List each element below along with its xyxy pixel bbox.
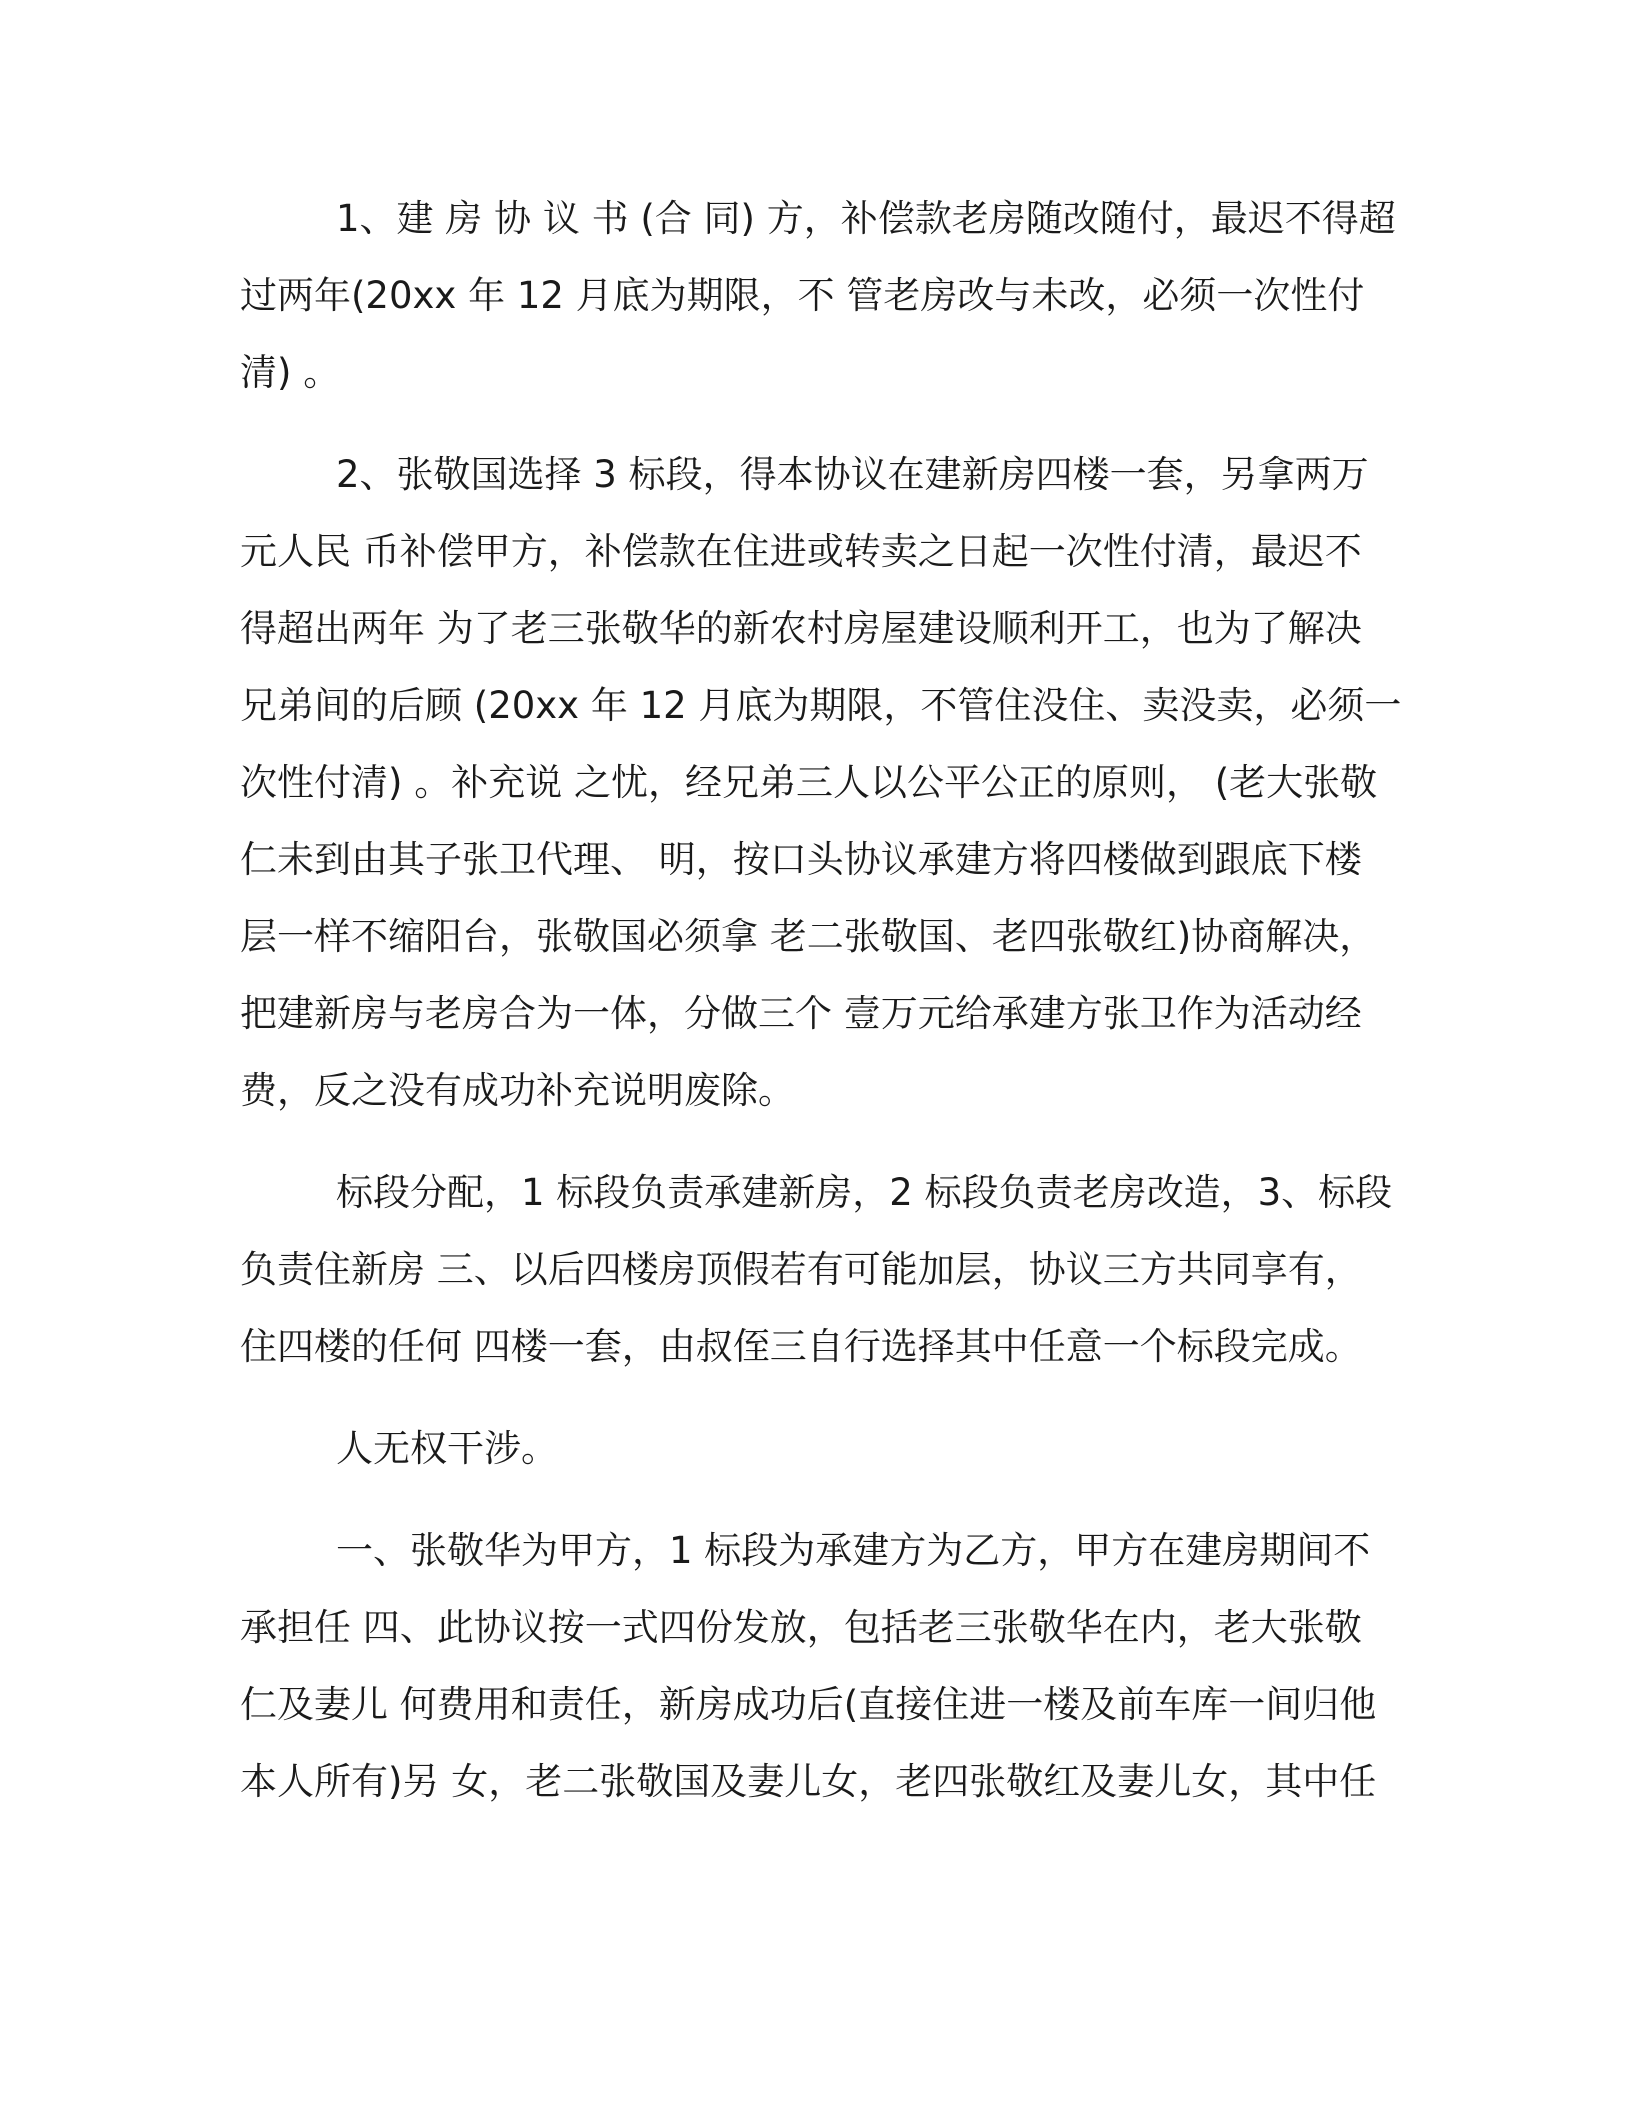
paragraph-5 [240,1512,1400,1820]
paragraph-4 [240,1410,1400,1487]
paragraph-line: 标段分配，1 标段负责承建新房，2 标段负责老房改造，3、标段 [336,1171,1393,1214]
paragraph-1 [240,180,1400,411]
paragraph-line: 1、建 房 协 议 书 (合 同) 方，补偿款老房随改随付，最迟不得超 [336,197,1396,240]
paragraph-line: 元人民 币补偿甲方，补偿款在住进或转卖之日起一次性付清，最迟不 [240,530,1362,573]
paragraph-line: 清) 。 [240,351,341,394]
paragraph-2 [240,436,1400,1129]
paragraph-line: 次性付清) 。补充说 之忧，经兄弟三人以公平公正的原则， (老大张敬 [240,761,1378,804]
paragraph-line: 人无权干涉。 [336,1427,558,1470]
paragraph-line: 仁及妻儿 何费用和责任，新房成功后(直接住进一楼及前车库一间归他 [240,1683,1377,1726]
paragraph-line: 负责住新房 三、以后四楼房顶假若有可能加层，协议三方共同享有， [240,1248,1362,1291]
paragraph-line: 住四楼的任何 四楼一套，由叔侄三自行选择其中任意一个标段完成。 [240,1325,1362,1368]
paragraph-line: 一、张敬华为甲方，1 标段为承建方为乙方，甲方在建房期间不 [336,1529,1371,1572]
paragraph-line: 兄弟间的后顾 (20xx 年 12 月底为期限，不管住没住、卖没卖，必须一 [240,684,1402,727]
paragraph-line: 费，反之没有成功补充说明废除。 [240,1069,795,1112]
paragraph-line: 把建新房与老房合为一体，分做三个 壹万元给承建方张卫作为活动经 [240,992,1362,1035]
paragraph-line: 仁未到由其子张卫代理、 明，按口头协议承建方将四楼做到跟底下楼 [240,838,1362,881]
paragraph-line: 层一样不缩阳台，张敬国必须拿 老二张敬国、老四张敬红)协商解决， [240,915,1377,958]
paragraph-line: 得超出两年 为了老三张敬华的新农村房屋建设顺利开工，也为了解决 [240,607,1362,650]
paragraph-line: 承担任 四、此协议按一式四份发放，包括老三张敬华在内，老大张敬 [240,1606,1362,1649]
paragraph-line: 过两年(20xx 年 12 月底为期限，不 管老房改与未改，必须一次性付 [240,274,1365,317]
paragraph-3 [240,1154,1400,1385]
paragraph-line: 本人所有)另 女，老二张敬国及妻儿女，老四张敬红及妻儿女，其中任 [240,1760,1377,1803]
paragraph-line: 2、张敬国选择 3 标段，得本协议在建新房四楼一套，另拿两万 [336,453,1369,496]
